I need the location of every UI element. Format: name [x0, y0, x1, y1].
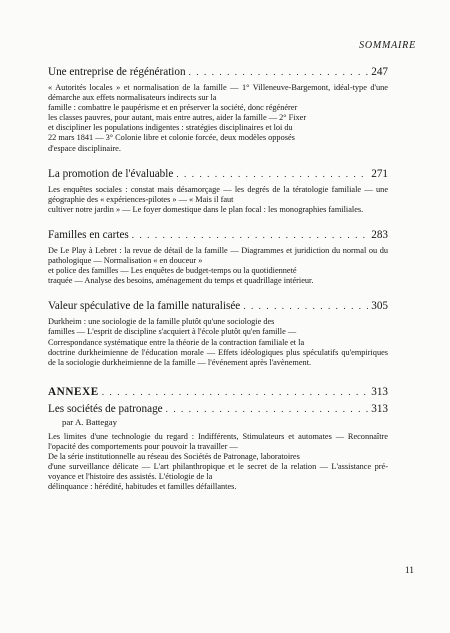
toc-entry-familles-en-cartes — [48, 229, 388, 286]
dot-leader — [243, 300, 368, 313]
toc-entry-summary: Durkheim : une sociologie de la famille plutôt qu'une sociologie des familles — L'esprit de discipline s'acquiert à l'école plutôt qu'en famille — Correspondance systématique entre la théorie de la contraction familiale et la doctrine durkheimienne de l'éducation morale — Effets idéologiques plus spéculatifs qu'empiriques de la sociologie durkheimienne de la famille — l'événement après l'avènement. — [48, 317, 388, 367]
toc-entry-title: Valeur spéculative de la famille naturalisée — [48, 300, 241, 313]
annexe-page-number: 313 — [371, 385, 388, 398]
toc-entry-summary: De Le Play à Lebret : la revue de détail de la famille — Diagrammes et juridiction du normal ou du pathologique — Normalisation « en douceur » et police des familles — Les enquêtes de budget-temps ou la quotidienneté traquée — Analyse des besoins, aménagement du temps et quadrillage intérieur. — [48, 245, 388, 286]
toc-entry-summary: Les enquêtes sociales : constat mais désamorçage — les degrés de la tératologie familiale — une géographie des « expériences-pilotes » — « Mais il faut cultiver notre jardin » — Le foyer domestique dans le plan focal : les monographies familiales. — [48, 184, 388, 214]
dot-leader — [176, 168, 368, 181]
toc-entry-summary: « Autorités locales » et normalisation de la famille — 1° Villeneuve-Bargemont, idéal-type d'une démarche aux effets normalisateurs indirects sur la famille : combattre le paupérisme et en préserver la société, donc régénérer les classes pauvres, pour autant, mais entre autres, aider la famille — 2° Fixer et discipliner les populations indigentes : stratégies disciplinaires et loi du 22 mars 1841 — 3° Colonie libre et colonie forcée, deux modèles opposés d'espace disciplinaire. — [48, 83, 388, 153]
toc-page-number: 283 — [371, 228, 388, 241]
page-number: 11 — [404, 566, 414, 576]
toc-row — [48, 300, 388, 313]
dot-leader — [166, 403, 369, 416]
toc-row — [48, 403, 388, 416]
dot-leader — [132, 229, 368, 242]
toc-entry-summary: Les limites d'une technologie du regard : Indifférents, Stimulateurs et automates — Reconnaître l'opacité des comportements pour pouvoir la travailler — De la série institutionnelle au réseau des Sociétés de Patronage, laboratoires d'une surveillance délicate — L'art philanthropique et le secret de la relation — L'assistance pré-voyance et l'histoire des assistés. L'étiologie de la délinquance : hérédité, habitudes et familles défaillantes. — [48, 431, 388, 492]
toc-page-number: 271 — [371, 167, 388, 180]
annexe-heading-row — [48, 386, 388, 399]
toc-entry-title: Les sociétés de patronage — [48, 402, 163, 415]
annexe-heading: ANNEXE — [48, 385, 99, 398]
toc-row — [48, 229, 388, 242]
toc-row — [48, 66, 388, 79]
running-header: SOMMAIRE — [359, 40, 416, 51]
toc-page-number: 247 — [371, 66, 388, 78]
table-of-contents — [48, 66, 388, 506]
toc-row — [48, 168, 388, 181]
dot-leader — [102, 386, 368, 399]
toc-page-number: 305 — [371, 300, 388, 313]
toc-page-number: 313 — [371, 402, 388, 415]
toc-annexe-section — [48, 386, 388, 493]
dot-leader — [189, 66, 369, 79]
toc-entry-evaluable — [48, 168, 388, 215]
toc-entry-title: Familles en cartes — [48, 228, 129, 241]
toc-entry-title: Une entreprise de régénération — [48, 66, 186, 78]
toc-entry-title: La promotion de l'évaluable — [48, 167, 174, 180]
toc-entry-valeur-speculative — [48, 300, 388, 367]
author-byline: par A. Battegay — [62, 416, 117, 427]
toc-entry-regeneration — [48, 66, 388, 154]
